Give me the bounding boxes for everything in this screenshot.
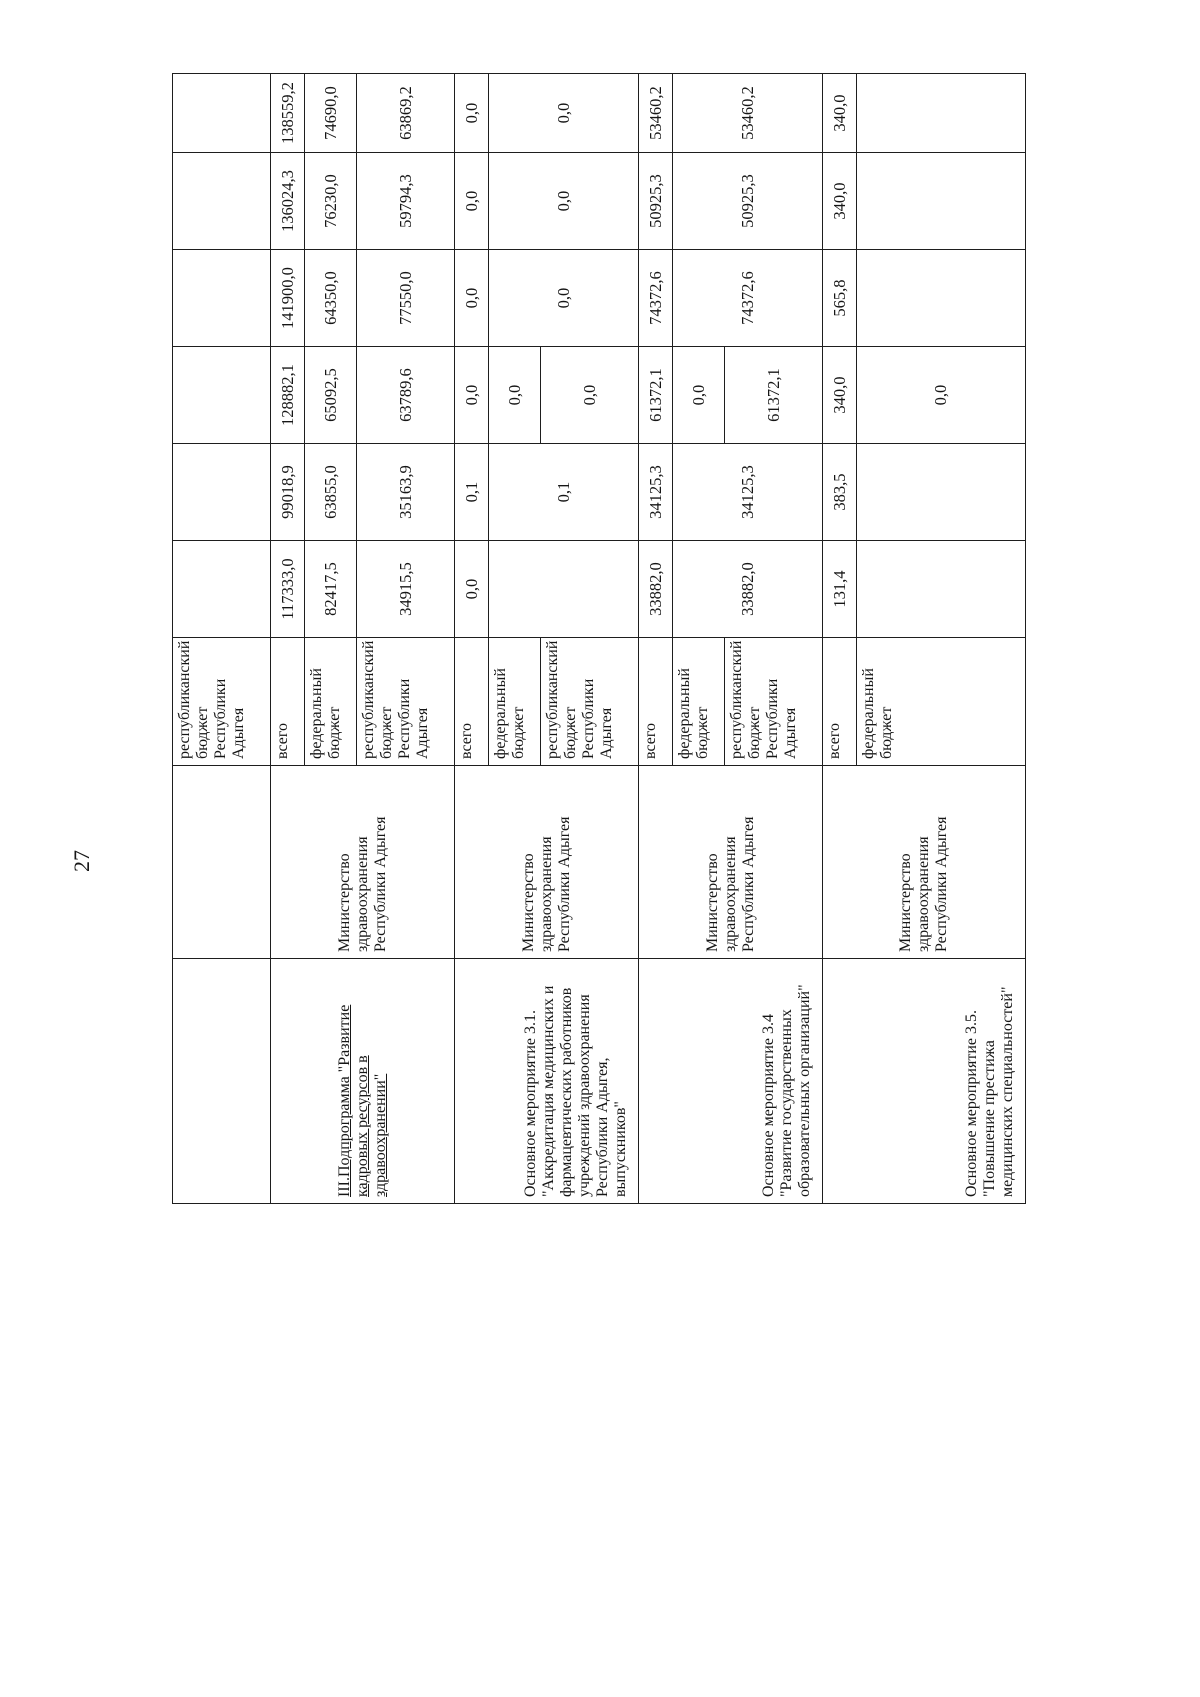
value-cell [173, 444, 271, 541]
value-cell [857, 250, 1026, 347]
value-cell: 63869,2 [357, 74, 455, 153]
value-cell [173, 74, 271, 153]
value-cell [489, 541, 639, 638]
program-cell: Основное мероприятие 3.1. "Аккредитация медицинских и фармацевтических работников учреждений здравоохранения Республики Адыгея, выпускников" [455, 959, 639, 1204]
value-cell: 0,0 [455, 74, 489, 153]
program-cell [271, 959, 455, 1204]
value-cell: 99018,9 [271, 444, 305, 541]
table-row [271, 74, 305, 1204]
budget-source-cell: федеральный бюджет [673, 638, 725, 766]
value-cell: 0,0 [857, 347, 1026, 444]
budget-source-cell: всего [271, 638, 305, 766]
value-cell: 0,0 [489, 347, 541, 444]
value-cell: 50925,3 [639, 153, 673, 250]
value-cell: 0,0 [489, 250, 639, 347]
table-row [173, 74, 271, 1204]
budget-source-cell: республиканский бюджет Республики Адыгея [725, 638, 823, 766]
value-cell: 33882,0 [673, 541, 823, 638]
value-cell: 0,0 [673, 347, 725, 444]
value-cell: 82417,5 [305, 541, 357, 638]
value-cell: 34125,3 [673, 444, 823, 541]
value-cell: 53460,2 [673, 74, 823, 153]
budget-source-cell: федеральный бюджет [305, 638, 357, 766]
value-cell [857, 444, 1026, 541]
value-cell: 34125,3 [639, 444, 673, 541]
value-cell: 53460,2 [639, 74, 673, 153]
executor-cell: Министерство здравоохранения Республики Адыгея [271, 766, 455, 959]
budget-source-cell: федеральный бюджет [489, 638, 541, 766]
executor-cell: Министерство здравоохранения Республики Адыгея [639, 766, 823, 959]
value-cell: 128882,1 [271, 347, 305, 444]
value-cell: 64350,0 [305, 250, 357, 347]
value-cell: 50925,3 [673, 153, 823, 250]
budget-source-cell: республиканский бюджет Республики Адыгея [541, 638, 639, 766]
value-cell: 0,0 [489, 153, 639, 250]
value-cell [857, 541, 1026, 638]
executor-cell: Министерство здравоохранения Республики Адыгея [455, 766, 639, 959]
value-cell: 138559,2 [271, 74, 305, 153]
value-cell: 0,0 [455, 347, 489, 444]
budget-source-cell: всего [455, 638, 489, 766]
value-cell: 63855,0 [305, 444, 357, 541]
budget-source-cell: республиканский бюджет Республики Адыгея [357, 638, 455, 766]
subprogram-title: III.Подпрограмма "Развитие кадровых ресурсов в здравоохранении" [335, 1004, 389, 1197]
budget-table [172, 73, 1026, 1204]
budget-source-cell: всего [639, 638, 673, 766]
value-cell: 63789,6 [357, 347, 455, 444]
value-cell [173, 153, 271, 250]
value-cell: 0,1 [489, 444, 639, 541]
value-cell: 59794,3 [357, 153, 455, 250]
value-cell: 565,8 [823, 250, 857, 347]
value-cell: 0,0 [455, 250, 489, 347]
program-cell: Основное мероприятие 3.5. "Повышение престижа медицинских специальностей" [823, 959, 1026, 1204]
value-cell: 117333,0 [271, 541, 305, 638]
value-cell [857, 153, 1026, 250]
value-cell: 65092,5 [305, 347, 357, 444]
budget-source-cell: всего [823, 638, 857, 766]
value-cell: 0,1 [455, 444, 489, 541]
value-cell: 77550,0 [357, 250, 455, 347]
value-cell [173, 541, 271, 638]
value-cell: 0,0 [541, 347, 639, 444]
value-cell: 383,5 [823, 444, 857, 541]
table-row [639, 74, 673, 1204]
value-cell: 340,0 [823, 347, 857, 444]
executor-cell: Министерство здравоохранения Республики Адыгея [823, 766, 1026, 959]
value-cell: 0,0 [455, 153, 489, 250]
program-cell: Основное мероприятие 3.4 "Развитие государственных образовательных организаций" [639, 959, 823, 1204]
value-cell [173, 347, 271, 444]
table-row [455, 74, 489, 1204]
value-cell: 34915,5 [357, 541, 455, 638]
value-cell: 74372,6 [639, 250, 673, 347]
value-cell: 74690,0 [305, 74, 357, 153]
value-cell: 76230,0 [305, 153, 357, 250]
value-cell: 61372,1 [725, 347, 823, 444]
program-cell [173, 959, 271, 1204]
value-cell: 0,0 [455, 541, 489, 638]
value-cell: 61372,1 [639, 347, 673, 444]
executor-cell [173, 766, 271, 959]
page-number: 27 [69, 850, 94, 872]
value-cell [173, 250, 271, 347]
table-row [823, 74, 857, 1204]
value-cell: 74372,6 [673, 250, 823, 347]
value-cell: 340,0 [823, 74, 857, 153]
value-cell: 340,0 [823, 153, 857, 250]
value-cell: 35163,9 [357, 444, 455, 541]
value-cell: 136024,3 [271, 153, 305, 250]
value-cell: 141900,0 [271, 250, 305, 347]
rotated-page-content [172, 74, 1026, 1204]
value-cell: 131,4 [823, 541, 857, 638]
budget-source-cell: федеральный бюджет [857, 638, 1026, 766]
value-cell: 0,0 [489, 74, 639, 153]
value-cell [857, 74, 1026, 153]
budget-source-cell: республиканский бюджет Республики Адыгея [173, 638, 271, 766]
value-cell: 33882,0 [639, 541, 673, 638]
